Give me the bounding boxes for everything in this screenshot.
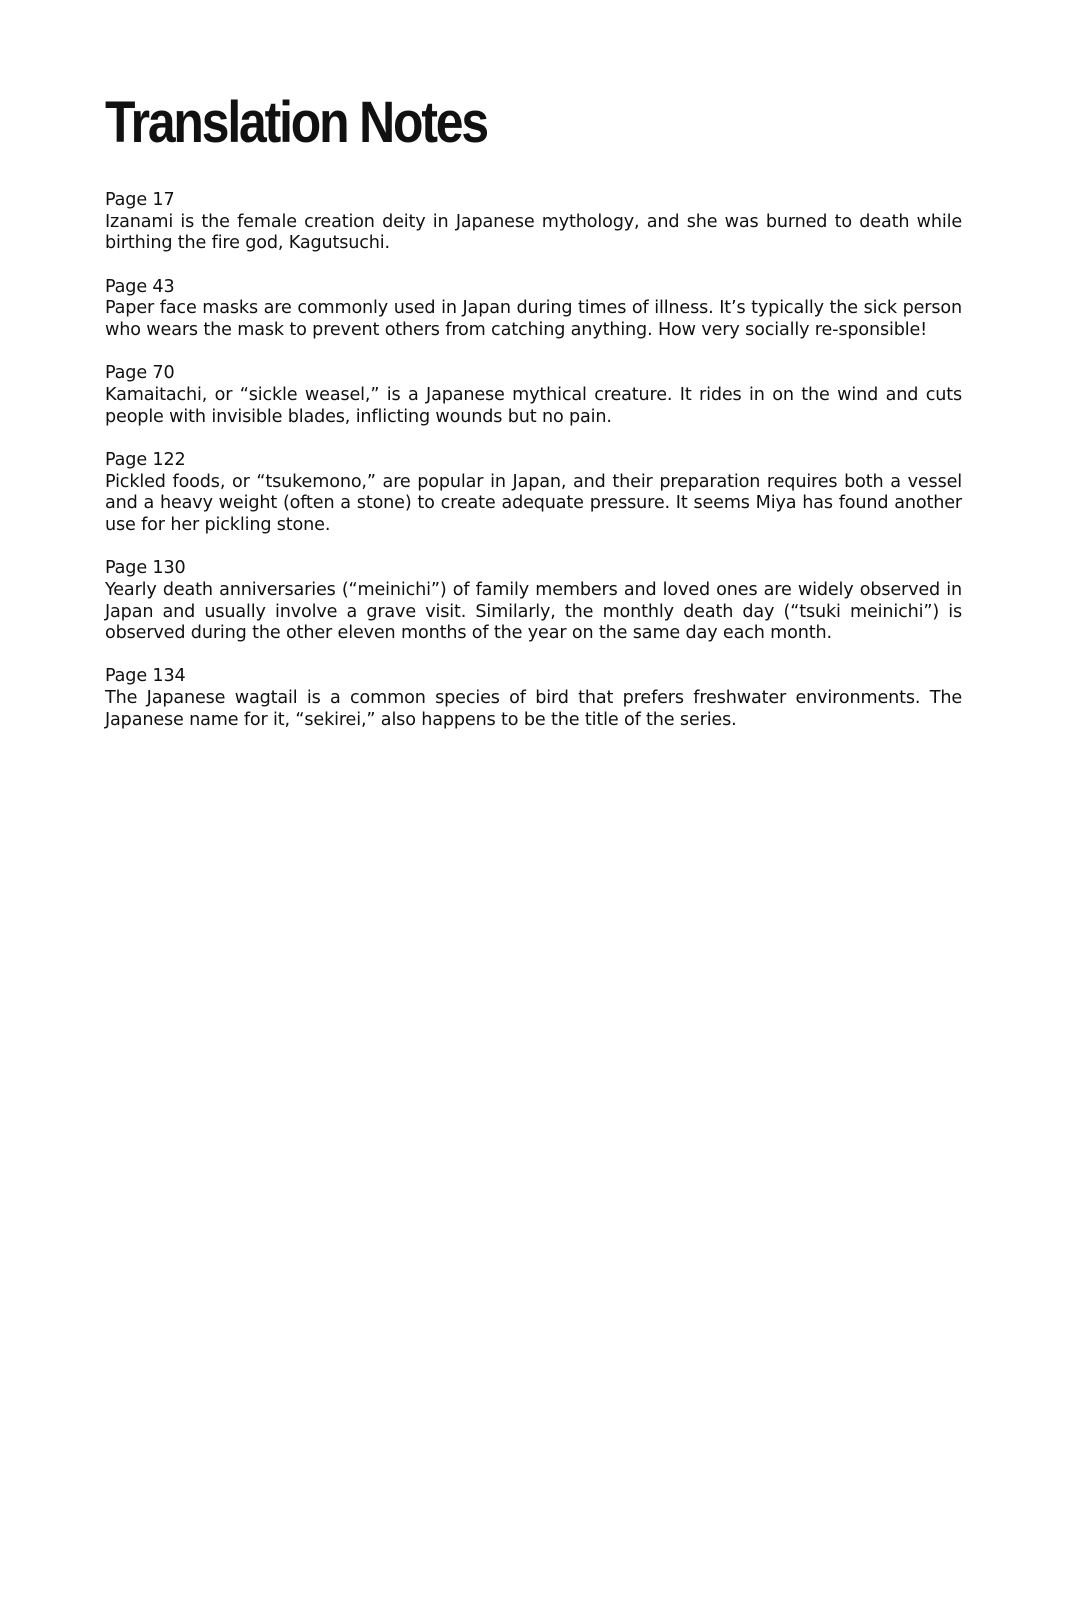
note-entry xyxy=(105,363,962,428)
note-page-reference: Page 43 xyxy=(105,276,175,297)
note-entry xyxy=(105,450,962,537)
note-text: Pickled foods, or “tsukemono,” are popular in Japan, and their preparation requires both a vessel and a heavy weight (often a stone) to create adequate pressure. It seems Miya has found another use for her pickling stone. xyxy=(105,471,962,535)
note-page-reference: Page 122 xyxy=(105,449,186,470)
notes-list xyxy=(105,190,962,732)
note-text: Yearly death anniversaries (“meinichi”) of family members and loved ones are widely observed in Japan and usually involve a grave visit. Similarly, the monthly death day (“tsuki meinichi”) is observed during the other eleven months of the year on the same day each month. xyxy=(105,579,962,644)
note-page-reference: Page 70 xyxy=(105,363,175,384)
page-title: Translation Notes xyxy=(105,90,487,155)
note-entry xyxy=(105,277,962,342)
translation-notes-page xyxy=(105,90,962,753)
note-text: Paper face masks are commonly used in Japan during times of illness. It’s typically the sick person who wears the mask to prevent others from catching anything. How very socially re-sponsible! xyxy=(105,298,962,341)
note-text: Izanami is the female creation deity in Japanese mythology, and she was burned to death while birthing the fire god, Kagutsuchi. xyxy=(105,211,962,254)
note-entry xyxy=(105,558,962,645)
note-text: Kamaitachi, or “sickle weasel,” is a Japanese mythical creature. It rides in on the wind and cuts people with invisible blades, inflicting wounds but no pain. xyxy=(105,384,962,427)
note-page-reference: Page 134 xyxy=(105,666,186,687)
note-text: The Japanese wagtail is a common species of bird that prefers freshwater environments. The Japanese name for it, “sekirei,” also happens to be the title of the series. xyxy=(105,688,962,730)
note-entry xyxy=(105,666,962,731)
note-page-reference: Page 17 xyxy=(105,190,175,210)
note-entry xyxy=(105,190,962,255)
note-page-reference: Page 130 xyxy=(105,558,186,579)
